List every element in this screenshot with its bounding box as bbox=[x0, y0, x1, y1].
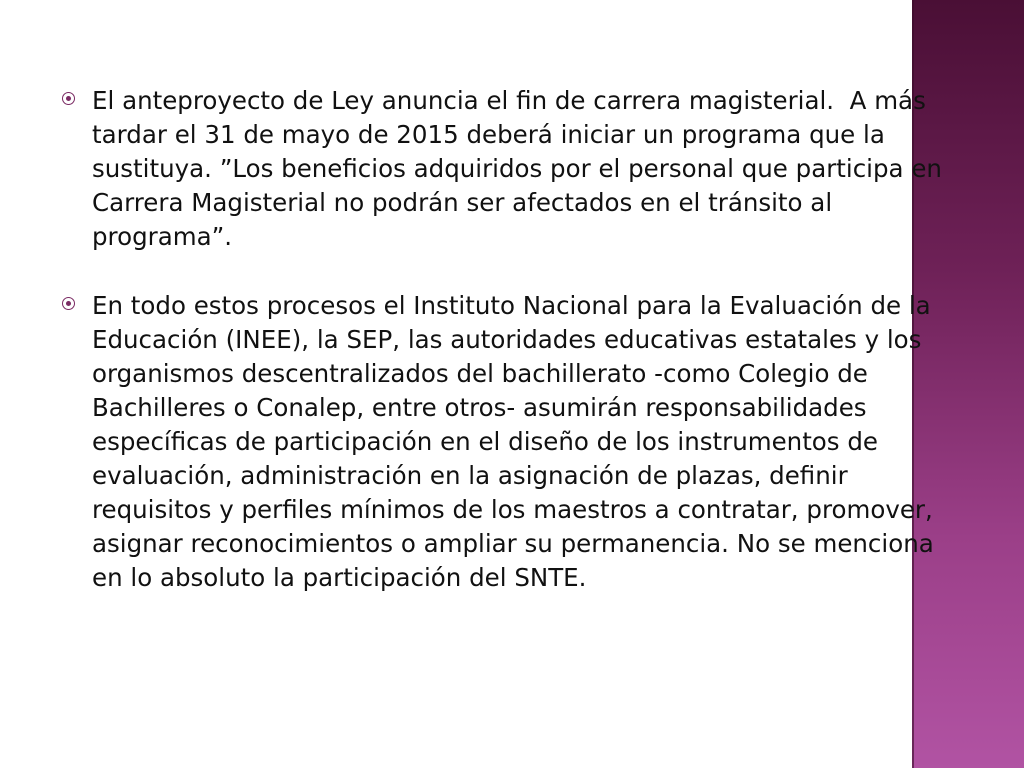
circle-bullet-icon bbox=[62, 92, 75, 105]
slide-content bbox=[62, 84, 962, 630]
bullet-item-2 bbox=[62, 289, 962, 595]
bullet-text-2: En todo estos procesos el Instituto Nacional para la Evaluación de la Educación (INEE), la SEP, las autoridades educativas estatales y los organismos descentralizados del bachillerato -como Colegio de Bachilleres o Conalep, entre otros- asumirán responsabilidades específicas de participación en el diseño de los instrumentos de evaluación, administración en la asignación de plazas, definir requisitos y perfiles mínimos de los maestros a contratar, promover, asignar reconocimientos o ampliar su permanencia. No se menciona en lo absoluto la participación del SNTE. bbox=[92, 291, 942, 592]
bullet-text-1: El anteproyecto de Ley anuncia el fin de carrera magisterial. A más tardar el 31 de mayo de 2015 deberá iniciar un programa que la sustituya. ”Los beneficios adquiridos por el personal que participa en Carrera Magisterial no podrán ser afectados en el tránsito al programa”. bbox=[92, 86, 950, 251]
circle-bullet-icon bbox=[62, 297, 75, 310]
bullet-item-1 bbox=[62, 84, 962, 254]
